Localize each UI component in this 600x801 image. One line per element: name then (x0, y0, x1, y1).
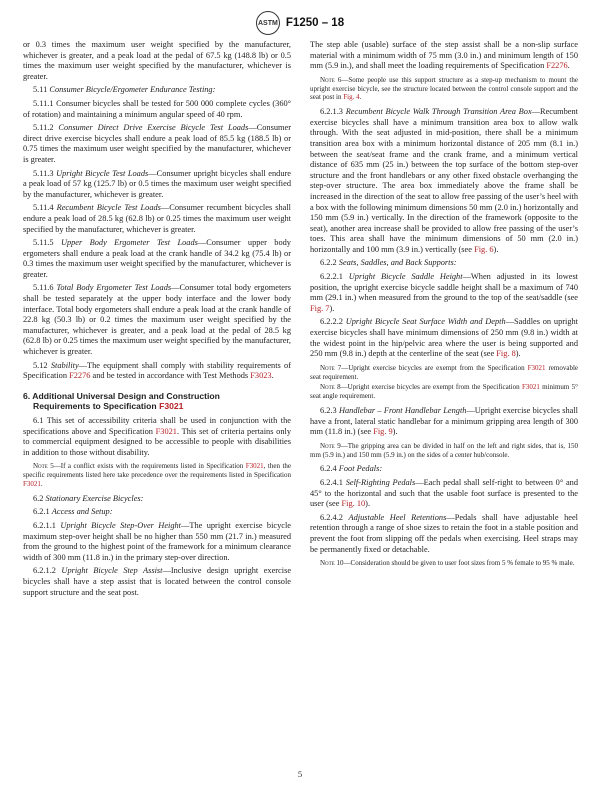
section-6-1: 6.1 This set of accessibility criteria shall be used in conjunction with the specifications above and Specification F3021. This set of criteria pertains only to commercial equipment designed to be accessible to people with disabilities in addition to those without disability. (23, 416, 291, 457)
paragraph-step-surface: The step able (usable) surface of the step assist shall be a non-slip surface material with a minimum width of 75 mm (3.0 in.) and minimum length of 150 mm (5.9 in.), and shall meet the loading requirements of Specification F2276. (310, 40, 578, 71)
section-6-2-1: 6.2.1 Access and Setup: (33, 507, 113, 517)
section-6-heading: 6. Additional Universal Design and Construction Requirements to Specification F3021 (23, 390, 220, 412)
section-6-2-2-2: 6.2.2.2 Upright Bicycle Seat Surface Width and Depth—Saddles on upright exercise bicycles shall have minimum dimensions of 250 mm (9.8 in.) width at the widest point in the hip/pelvic area where the user is being supported and 250 mm (9.8 in.) depth at the centerline of the seat (see Fig. 8). (310, 317, 578, 359)
ref-link-f3021[interactable]: F3021 (521, 383, 540, 392)
ref-link-f2276[interactable]: F2276 (546, 61, 568, 71)
section-5-11-2: 5.11.2 Consumer Direct Drive Exercise Bicycle Test Loads—Consumer direct drive exercise bicycles shall endure a peak load of 85.5 kg (188.5 lb) or 0.75 times the maximum user weight specified by the manufacturer, whichever is greater. (23, 123, 291, 164)
section-6-2-1-3: 6.2.1.3 Recumbent Bicycle Walk Through Transition Area Box—Recumbent exercise bicycles shall have a minimum transition area box to allow walk through. With the seat adjusted in mid-position, there shall be a minimum transition area box with a minimum horizontal distance of 205 mm (8.1 in.) between the seat/seat frame and the crank frame, and a minimum vertical distance of 635 mm (25 in.) between the top surface of the bottom step-over structure and the front handlebars or any other fixed obstacle overhanging the step-over structure. The area box immediately above the frame shall be increased in the direction of the seat to allow free passing of the user’s heel with a box with the following minimum dimensions 50 mm (2.0 in.) horizontally and 150 mm (5.9 in.) vertically. In the direction of the framework (opposite to the seat), another area increase shall be provided to allow free passing of the user’s toes. This area shall have the minimum dimensions of 50 mm (2.0 in.) horizontally and 100 mm (3.9 in.) vertically (see Fig. 6). (310, 107, 578, 254)
ref-link-f3021[interactable]: F3021 (23, 479, 41, 488)
ref-link-f3021[interactable]: F3021 (159, 401, 184, 412)
astm-logo-icon: ASTM (256, 11, 280, 35)
section-6-2-2: 6.2.2 Seats, Saddles, and Back Supports: (320, 258, 457, 268)
left-column (23, 40, 291, 601)
figure-link-fig-9[interactable]: Fig. 9 (373, 427, 393, 437)
right-column (310, 40, 578, 573)
ref-link-f3021[interactable]: F3021 (155, 426, 177, 436)
section-6-2-4-1: 6.2.4.1 Self-Righting Pedals—Each pedal shall self-right to between 0° and 45° to the horizontal and such that the usable foot surface is presented to the user (see Fig. 10). (310, 477, 579, 509)
ref-link-f3023[interactable]: F3023 (250, 371, 272, 381)
section-6-2-4-2: 6.2.4.2 Adjustable Heel Retentions—Pedals shall have adjustable heel retention through a range of shoe sizes to retain the foot in a stable position and prevent the foot from slipping off the pedals when exercising. Heel straps may be permanently fixed or detachable. (310, 512, 578, 554)
standard-designation: F1250 – 18 (285, 17, 345, 29)
figure-link-fig-10[interactable]: Fig. 10 (341, 499, 366, 509)
section-6-2-3: 6.2.3 Handlebar – Front Handlebar Length—Upright exercise bicycles shall have a front, lateral static handlebar for a minimum gripping area length of 300 mm (11.8 in.) (see Fig. 9). (310, 406, 578, 437)
note-6: Note 6—Some people use this support structure as a step-up mechanism to mount the upright exercise bicycle, see the structure located between the control console support and the seat post in Fig. 4. (310, 75, 578, 102)
section-5-12: 5.12 Stability—The equipment shall comply with stability requirements of Specification F2276 and be tested in accordance with Test Methods F3023. (23, 360, 291, 381)
note-7: Note 7—Upright exercise bicycles are exempt from the Specification F3021 removable seat requirement. (310, 363, 578, 381)
section-5-11-4: 5.11.4 Recumbent Bicycle Test Loads—Consumer recumbent bicycles shall endure a peak load of 28.5 kg (62.8 lb) or 0.25 times the maximum user weight specified by the manufacturer, whichever is greater. (23, 203, 291, 234)
section-6-2: 6.2 Stationary Exercise Bicycles: (33, 493, 144, 503)
figure-link-fig-8[interactable]: Fig. 8 (496, 349, 516, 359)
note-10: Note 10—Consideration should be given to user foot sizes from 5 % female to 95 % male. (320, 559, 575, 568)
section-6-2-4: 6.2.4 Foot Pedals: (320, 464, 383, 474)
ref-link-f3021[interactable]: F3021 (245, 462, 264, 471)
ref-link-f3021[interactable]: F3021 (527, 363, 546, 372)
figure-link-fig-7[interactable]: Fig. 7 (310, 303, 330, 313)
note-5: Note 5—If a conflict exists with the requirements listed in Specification F3021, then the specific requirements listed here take precedence over the requirements listed in Specification F3021. (23, 462, 291, 488)
note-9: Note 9—The gripping area can be divided in half on the left and right sides, that is, 150 mm (5.9 in.) and 150 mm (5.9 in.) on the sides of a center hub/console. (310, 441, 578, 459)
section-6-2-1-2: 6.2.1.2 Upright Bicycle Step Assist—Inclusive design upright exercise bicycles shall have a step assist that is located between the control console support structure and the seat post. (23, 566, 292, 597)
section-6-2-2-1: 6.2.2.1 Upright Bicycle Saddle Height—When adjusted in its lowest position, the upright exercise bicycle saddle height shall be a maximum of 740 mm (29.1 in.) when measured from the ground to the top of the seat/saddle (see Fig. 7). (310, 272, 579, 313)
section-5-11-5: 5.11.5 Upper Body Ergometer Test Loads—Consumer upper body ergometers shall endure a peak load at the crank handle of 34.2 kg (75.4 lb) or 0.3 times the maximum user weight specified by the manufacturer, whichever is greater. (23, 238, 291, 279)
page-header (0, 10, 600, 36)
figure-link-fig-6[interactable]: Fig. 6 (474, 244, 494, 254)
section-6-2-1-1: 6.2.1.1 Upright Bicycle Step-Over Height—The upright exercise bicycle maximum step-over height shall be no higher than 550 mm (21.7 in.) measured from the ground to the highest point of the framework for a minimum clearance width of 300 mm (11.8 in.) in the primary step-over direction. (23, 520, 292, 562)
figure-link-fig-4[interactable]: Fig. 4 (343, 93, 360, 102)
section-5-11-6: 5.11.6 Total Body Ergometer Test Loads—Consumer total body ergometers shall be tested separately at the upper body interface and the lower body interface. Total body ergometers shall endure a peak load at the crank handle of 22.8 kg (50.3 lb) or 0.2 times the maximum user weight specified by the manufacturer, whichever is greater, and a peak load at the pedal of 28.5 kg (62.8 lb) or 0.25 times the maximum user weight specified by the manufacturer, whichever is greater. (23, 283, 291, 357)
paragraph-continued: or 0.3 times the maximum user weight specified by the manufacturer, whichever is greater, and a peak load at the pedal of 67.5 kg (148.8 lb) or 0.5 times the maximum user weight specified by the manufacturer, whichever is greater. (23, 40, 291, 81)
ref-link-f2276[interactable]: F2276 (69, 371, 91, 381)
section-5-11-1: 5.11.1 Consumer bicycles shall be tested for 500 000 complete cycles (360° of rotation) and maintaining a minimum angular speed of 40 rpm. (23, 98, 291, 119)
note-8: Note 8—Upright exercise bicycles are exempt from the Specification F3021 minimum 5° seat angle requirement. (310, 383, 578, 401)
section-5-11: 5.11 Consumer Bicycle/Ergometer Endurance Testing: (33, 85, 216, 95)
section-5-11-3: 5.11.3 Upright Bicycle Test Loads—Consumer upright bicycles shall endure a peak load of 57 kg (125.7 lb) or 0.5 times the maximum user weight specified by the manufacturer, whichever is greater. (23, 168, 292, 199)
page-number: 5 (297, 769, 303, 779)
